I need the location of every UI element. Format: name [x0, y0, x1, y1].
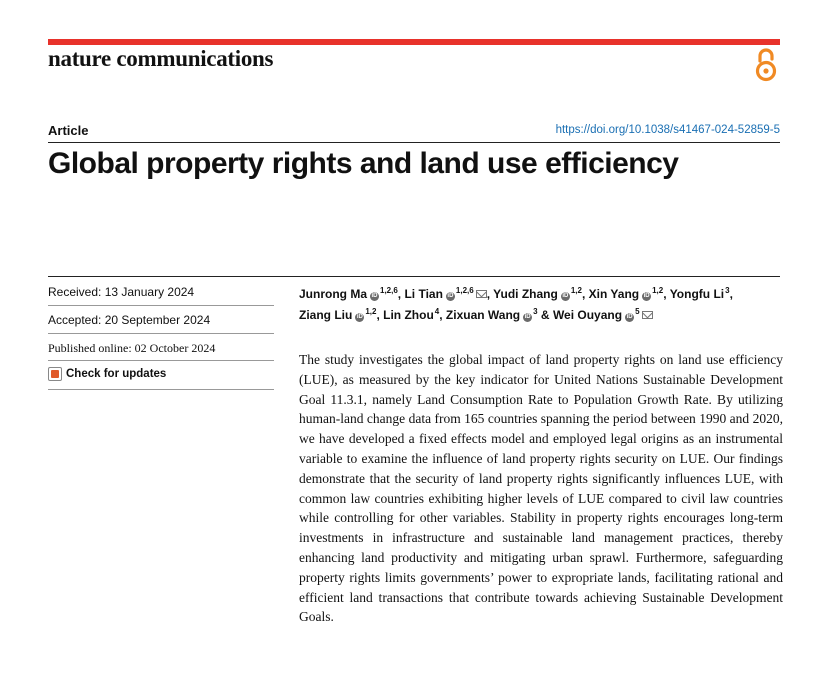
author[interactable] [383, 308, 439, 322]
article-type: Article [48, 123, 89, 138]
author[interactable] [670, 287, 730, 301]
author-list: Junrong Ma iD$^{1,2,6}$, Li Tian iD$^{1,2,6}$ , Yudi Zhang iD$^{1,2}$, Xin Yang iD$^{1,2}$, Yongfu Li$^3$, Ziang Liu iD$^{1,2}$, Lin Zhou$^4$, Zixuan Wang iD$^3$ & Wei Ouyang iD$^5$ [299, 286, 733, 322]
meta-divider-2 [48, 333, 274, 334]
title-divider [48, 142, 780, 143]
open-access-icon [753, 47, 779, 83]
author-name: Xin Yang [588, 287, 640, 301]
orcid-icon[interactable]: iD [524, 314, 531, 320]
author-affiliation: 3 [533, 307, 538, 316]
journal-name[interactable]: nature communications [48, 46, 274, 71]
author-name: Junrong Ma [299, 287, 367, 301]
orcid-icon[interactable]: iD [371, 293, 378, 299]
check-updates-icon [48, 367, 62, 381]
author-name: Li Tian [404, 287, 443, 301]
author[interactable] [404, 287, 486, 301]
author-affiliation: 1,2,6 [455, 286, 474, 295]
meta-divider-4 [48, 389, 274, 390]
orcid-icon[interactable]: iD [356, 314, 363, 320]
check-for-updates-button[interactable] [48, 367, 166, 381]
received-date: Received: 13 January 2024 [48, 285, 195, 299]
article-title: Global property rights and land use efficiency [48, 147, 679, 180]
author[interactable] [589, 287, 664, 301]
orcid-icon[interactable]: iD [643, 293, 650, 299]
author-name: Yongfu Li [669, 287, 725, 301]
orcid-icon[interactable]: iD [562, 293, 569, 299]
author[interactable] [299, 308, 376, 322]
author-affiliation: 5 [635, 307, 640, 316]
author[interactable] [299, 287, 398, 301]
check-updates-label: Check for updates [66, 368, 167, 380]
meta-divider-1 [48, 305, 274, 306]
journal-accent-bar [48, 39, 780, 45]
author-affiliation: 4 [434, 307, 440, 316]
author-affiliation: 1,2 [570, 286, 582, 295]
author-affiliation: 1,2 [652, 286, 664, 295]
doi-link[interactable]: https://doi.org/10.1038/s41467-024-52859-5 [555, 124, 780, 136]
author-affiliation: 1,2,6 [380, 286, 398, 295]
abstract: The study investigates the global impact of land property rights on land use efficiency (LUE), as measured by the key indicator for United Nations Sustainable Development Goal 11.3.1, namely Land Consumption Rate to Population Growth Rate. By utilizing human-land change data from 165 countries spanning the period between 1990 and 2020, we have developed a fixed effects model and employed legal origins as an instrumental variable to examine the influence of land property rights security on LUE. Our findings demonstrate that the security of land property rights significantly influences LUE, with common law countries exhibiting higher levels of LUE compared to civil law countries while controlling for other variables. Stability in property rights encourages long-term investments in infrastructure and sustainable land management practices, thereby enhancing land productivity and mitigating urban sprawl. Furthermore, safeguarding property rights limits governments’ power to expropriate lands, facilitating rational and efficient land transactions that contribute towards achieving Sustainable Development Goals. [299, 352, 783, 625]
author[interactable] [493, 287, 582, 301]
author[interactable] [446, 308, 538, 322]
email-icon[interactable] [642, 311, 653, 319]
orcid-icon[interactable]: iD [447, 293, 454, 299]
published-date: Published online: 02 October 2024 [48, 341, 216, 355]
author-name: Yudi Zhang [493, 287, 558, 301]
author-name: Lin Zhou [383, 308, 434, 322]
accepted-date: Accepted: 20 September 2024 [48, 313, 211, 327]
author-affiliation: 3 [725, 286, 730, 295]
meta-divider-top [48, 276, 780, 277]
email-icon[interactable] [476, 290, 487, 298]
author-affiliation: 1,2 [365, 307, 377, 316]
author-name: Wei Ouyang [552, 308, 623, 322]
author[interactable] [553, 308, 653, 322]
author-name: Zixuan Wang [445, 308, 521, 322]
author-name: Ziang Liu [299, 308, 353, 322]
orcid-icon[interactable]: iD [626, 314, 633, 320]
meta-divider-3 [48, 360, 274, 361]
